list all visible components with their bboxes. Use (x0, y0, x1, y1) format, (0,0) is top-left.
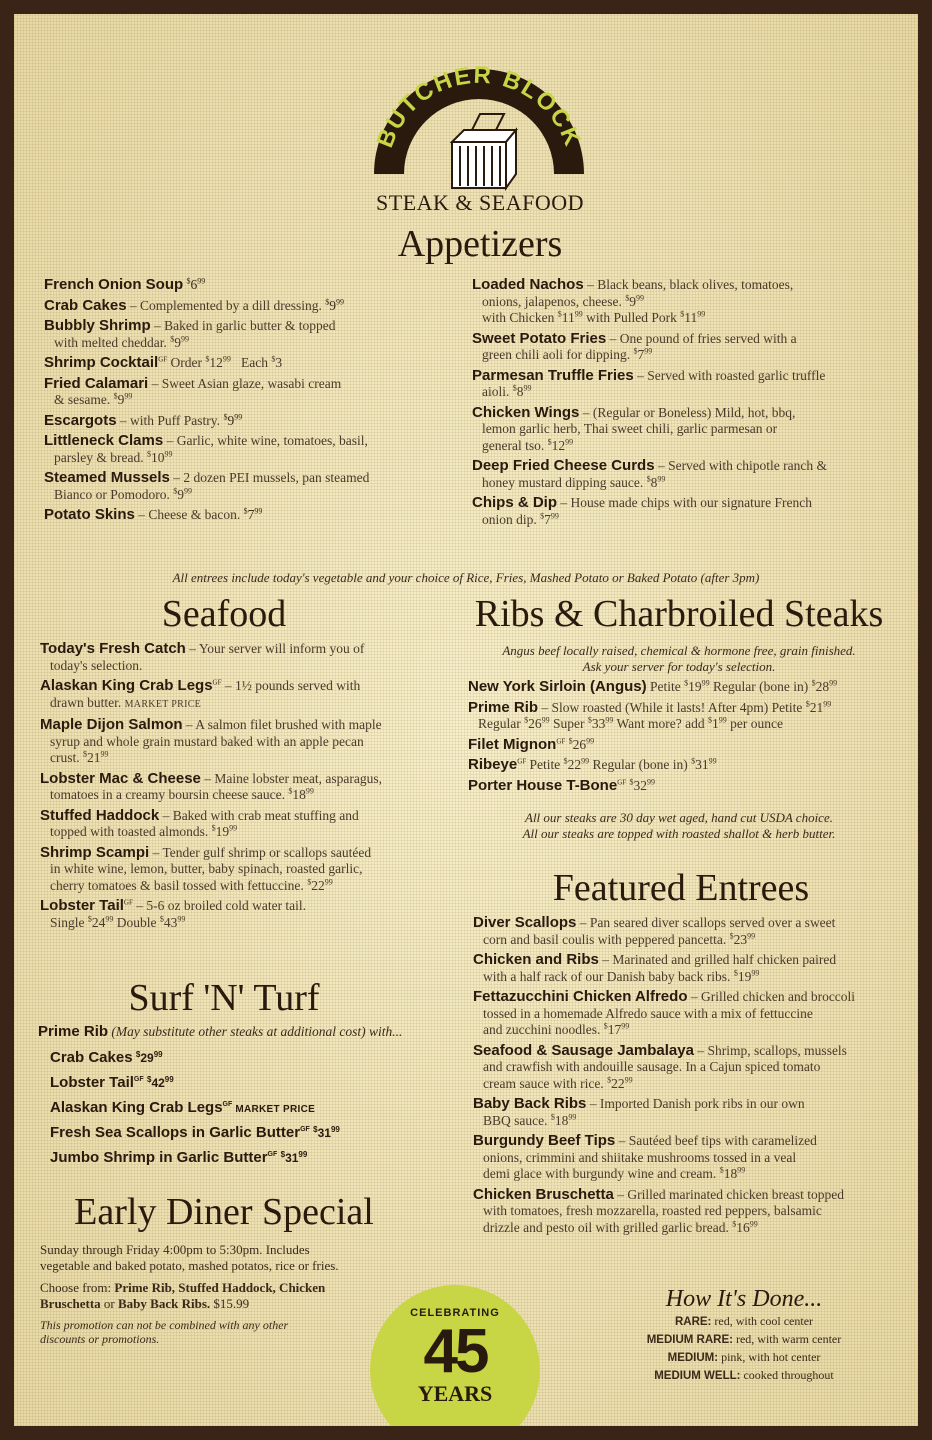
appetizer-shrimp-cocktail: Shrimp Cocktail$^{GF}$ Order $^{\$}12^{99}$ Each $3 (44, 354, 283, 371)
featured-burgundy-beef-tips: Burgundy Beef Tips – Sautéed beef tips with caramelized onions, crimmini and shiitake mushrooms tossed in a veal demi glace with burgundy wine and cream. $^{\$}18^{99}$ (473, 1132, 817, 1181)
surf-lead-note: (May substitute other steaks at additional cost) with... (108, 1024, 403, 1039)
celebrating-45-years-badge (370, 1285, 540, 1426)
svg-text:BUTCHER BLOCK: BUTCHER BLOCK (371, 61, 587, 152)
appetizer-chicken-wings: Chicken Wings – (Regular or Boneless) Mild, hot, bbq, lemon garlic herb, Thai sweet chili, garlic parmesan or general tso. $^{\$}12^{99}$ (472, 403, 796, 453)
appetizer-loaded-nachos: Loaded Nachos – Black beans, black olives, tomatoes, onions, jalapenos, cheese. $^{\$}9^{99}$ with Chicken $^{\$}11^{99}$ with Pulled Pork $^{\$}11^{99}$ (472, 276, 794, 325)
featured-seafood-sausage-jambalaya: Seafood & Sausage Jambalaya – Shrimp, scallops, mussels and crawfish with andouille sausage. In a Cajun spiced tomato cream sauce with rice. $^{\$}22^{99}$ (473, 1041, 847, 1091)
early-diner-details (40, 1242, 400, 1346)
gluten-free-mark: GF (556, 737, 566, 745)
gluten-free-mark: GF (133, 1076, 144, 1083)
appetizer-french-onion-soup: French Onion Soup $^{\$}6^{99}$ (44, 276, 206, 293)
appetizer-crab-cakes: Crab Cakes – Complemented by a dill dressing. $^{\$}9^{99}$ (44, 296, 345, 314)
appetizer-deep-fried-cheese-curds: Deep Fried Cheese Curds – Served with chipotle ranch & honey mustard dipping sauce. $^{\$}8^{99}$ (472, 457, 828, 490)
steak-filet-mignon: Filet Mignon$^{GF}$ $^{\$}26^{99}$ (468, 735, 595, 753)
appetizer-fried-calamari: Fried Calamari – Sweet Asian glaze, wasabi cream & sesame. $^{\$}9^{99}$ (44, 374, 342, 407)
appetizer-chips-dip: Chips & Dip – House made chips with our signature French onion dip. $^{\$}7^{99}$ (472, 494, 812, 527)
steak-new-york-sirloin-angus: New York Sirloin (Angus) Petite $^{\$}19^{99}$ Regular (bone in) $^{\$}28^{99}$ (468, 678, 838, 695)
ribs-list (468, 679, 898, 798)
gluten-free-mark: GF (617, 778, 627, 786)
entree-note: All entrees include today's vegetable and your choice of Rice, Fries, Mashed Potato or Baked Potato (after 3pm) (172, 570, 760, 585)
featured-entrees-title: Featured Entrees (552, 867, 810, 909)
appetizer-littleneck-clams: Littleneck Clams – Garlic, white wine, tomatoes, basil, parsley & bread. $^{\$}10^{99}$ (44, 432, 368, 465)
appetizer-bubbly-shrimp: Bubbly Shrimp – Baked in garlic butter & topped with melted cheddar. $^{\$}9^{99}$ (44, 317, 336, 350)
seafood-maple-dijon-salmon: Maple Dijon Salmon – A salmon filet brushed with maple syrup and whole grain mustard baked with an apple pecan crust. $^{\$}21^{99}$ (40, 716, 382, 765)
ribs-outro-1: All our steaks are 30 day wet aged, hand cut USDA choice. (525, 810, 833, 825)
logo-subtitle: STEAK & SEAFOOD (376, 190, 584, 215)
appetizer-escargots: Escargots – with Puff Pastry. $^{\$}9^{99}$ (44, 411, 243, 429)
seafood-list (40, 641, 460, 935)
steak-prime-rib: Prime Rib – Slow roasted (While it lasts! After 4pm) Petite $^{\$}21^{99}$ Regular $^{\$}26^{99}$ Super $^{\$}33^{99}$ Want more? add $^{\$}1^{99}$ per ounce (468, 698, 832, 731)
doneness-medium-rare: MEDIUM RARE: red, with warm center (646, 1332, 842, 1346)
surf-jumbo-shrimp-in-garlic-butter: Jumbo Shrimp in Garlic Butter$^{GF}$ $^{\$}31^{99}$ (50, 1149, 308, 1166)
appetizer-sweet-potato-fries: Sweet Potato Fries – One pound of fries served with a green chili aoli for dipping. $^{\$}7^{99}$ (472, 329, 797, 362)
doneness-rare: RARE: red, with cool center (674, 1314, 814, 1328)
steak-porter-house-t-bone: Porter House T-Bone$^{GF}$ $^{\$}32^{99}$ (468, 776, 656, 794)
gluten-free-mark: GF (517, 757, 527, 766)
early-line-1: Sunday through Friday 4:00pm to 5:30pm. Includes (40, 1242, 310, 1257)
gluten-free-mark: GF (300, 1126, 310, 1133)
surf-turf-lead (38, 1024, 468, 1041)
gluten-free-mark: GF (222, 1101, 233, 1108)
surf-alaskan-king-crab-legs: Alaskan King Crab Legs$^{GF}$ MARKET PRICE (50, 1099, 316, 1116)
ribs-outro-2: All our steaks are topped with roasted shallot & herb butter. (522, 826, 836, 841)
appetizers-right-column (472, 277, 892, 532)
surf-turf-title: Surf 'N' Turf (128, 977, 320, 1019)
seafood-title: Seafood (161, 593, 287, 635)
doneness-medium-well: MEDIUM WELL: cooked throughout (654, 1368, 834, 1382)
seafood-shrimp-scampi: Shrimp Scampi – Tender gulf shrimp or scallops sautéed in white wine, lemon, butter, baby spinach, roasted garlic, cherry tomatoes & basil tossed with fettuccine. $^{\$}22^{99}$ (40, 843, 372, 893)
early-fine-print: This promotion can not be combined with any other discounts or promotions. (40, 1318, 289, 1346)
featured-diver-scallops: Diver Scallops – Pan seared diver scallops served over a sweet corn and basil coulis with peppered pancetta. $^{\$}23^{99}$ (473, 914, 836, 947)
featured-baby-back-ribs: Baby Back Ribs – Imported Danish pork ribs in our own BBQ sauce. $^{\$}18^{99}$ (473, 1095, 805, 1128)
seafood-stuffed-haddock: Stuffed Haddock – Baked with crab meat stuffing and topped with toasted almonds. $^{\$}19^{99}$ (40, 806, 359, 839)
early-diner-title: Early Diner Special (74, 1191, 374, 1233)
appetizer-steamed-mussels: Steamed Mussels – 2 dozen PEI mussels, pan steamed Bianco or Pomodoro. $^{\$}9^{99}$ (44, 469, 370, 502)
steak-ribeye: Ribeye$^{GF}$ Petite $^{\$}22^{99}$ Regular (bone in) $^{\$}31^{99}$ (468, 756, 717, 773)
featured-chicken-and-ribs: Chicken and Ribs – Marinated and grilled half chicken paired with a half rack of our Danish baby back ribs. $^{\$}19^{99}$ (473, 951, 837, 984)
early-line-2: vegetable and baked potato, mashed potatos, rice or fries. (40, 1258, 339, 1273)
doneness-guide (614, 1286, 874, 1385)
gluten-free-mark: GF (123, 898, 133, 907)
gluten-free-mark: GF (158, 355, 168, 364)
butcher-block-icon (452, 114, 516, 188)
appetizers-left-column (44, 277, 444, 528)
badge-top-text: CELEBRATING (410, 1307, 500, 1319)
appetizer-parmesan-truffle-fries: Parmesan Truffle Fries – Served with roasted garlic truffle aioli. $^{\$}8^{99}$ (472, 366, 826, 399)
gluten-free-mark: GF (267, 1151, 278, 1158)
gluten-free-mark: GF (212, 678, 222, 687)
surf-lobster-tail: Lobster Tail$^{GF}$ $^{\$}42^{99}$ (50, 1074, 174, 1091)
featured-chicken-bruschetta: Chicken Bruschetta – Grilled marinated chicken breast topped with tomatoes, fresh mozzarella, roasted red peppers, balsamic drizzle and pesto oil with grilled garlic bread. $^{\$}16^{99}$ (473, 1185, 845, 1235)
menu-page (14, 14, 918, 1426)
surf-lead-name: Prime Rib (38, 1023, 109, 1040)
appetizers-title: Appetizers (397, 223, 563, 265)
featured-fettazucchini-chicken-alfredo: Fettazucchini Chicken Alfredo – Grilled chicken and broccoli tossed in a homemade Alfredo sauce with a mix of fettuccine and zucchini noodles. $^{\$}17^{99}$ (473, 988, 856, 1037)
seafood-alaskan-king-crab-legs: Alaskan King Crab Legs$^{GF}$ – 1½ pounds served with drawn butter. MARKET PRICE (40, 677, 361, 710)
doneness-medium: MEDIUM: pink, with hot center (667, 1350, 821, 1364)
doneness-rows (614, 1313, 874, 1385)
ribs-intro-2: Ask your server for today's selection. (582, 659, 776, 674)
badge-bottom-text: YEARS (417, 1381, 493, 1406)
ribs-intro-1: Angus beef locally raised, chemical & hormone free, grain finished. (502, 643, 856, 658)
surf-crab-cakes: Crab Cakes $^{\$}29^{99}$ (50, 1049, 163, 1066)
early-choose: Choose from: Prime Rib, Stuffed Haddock, Chicken Bruschetta or Baby Back Ribs. $15.99 (40, 1280, 326, 1311)
surf-fresh-sea-scallops-in-garlic-butter: Fresh Sea Scallops in Garlic Butter$^{GF}$ $^{\$}31^{99}$ (50, 1124, 340, 1141)
seafood-lobster-mac-cheese: Lobster Mac & Cheese – Maine lobster meat, asparagus, tomatoes in a creamy boursin cheese sauce. $^{\$}18^{99}$ (40, 769, 382, 802)
appetizer-potato-skins: Potato Skins – Cheese & bacon. $^{\$}7^{99}$ (44, 506, 263, 523)
featured-list (473, 915, 903, 1240)
seafood-lobster-tail: Lobster Tail$^{GF}$ – 5-6 oz broiled cold water tail. Single $^{\$}24^{99}$ Double $^{\$}43^{99}$ (40, 897, 307, 930)
ribs-steaks-title: Ribs & Charbroiled Steaks (474, 593, 884, 635)
seafood-today-s-fresh-catch: Today's Fresh Catch – Your server will inform you of today's selection. (40, 640, 365, 673)
badge-number: 45 (423, 1317, 487, 1386)
doneness-title: How It's Done... (665, 1286, 823, 1312)
surf-turf-list (50, 1049, 450, 1174)
